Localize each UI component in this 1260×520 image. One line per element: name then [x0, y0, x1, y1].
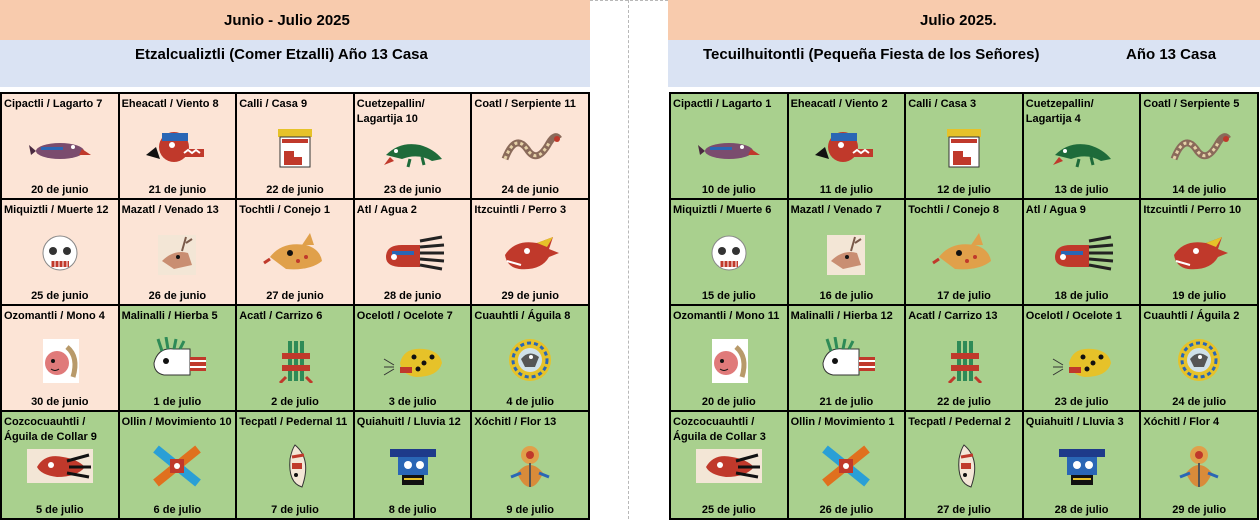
day-sign-label: Cozcocuauhtli / Águila de Collar 9: [4, 416, 97, 443]
day-sign-label: Malinalli / Hierba 12: [790, 310, 893, 322]
day-cell: [354, 93, 472, 199]
lizard-glyph-icon: [696, 125, 762, 171]
calendar-week-row: [1, 411, 589, 519]
gregorian-date: 23 de julio: [1054, 396, 1109, 408]
month-name: Etzalcualiztli (Comer Etzalli) Año 13 Casa: [135, 46, 428, 63]
calendar-grid: [669, 92, 1259, 520]
rain-glyph-icon: [1049, 443, 1115, 489]
gregorian-date: 2 de julio: [271, 396, 319, 408]
movement-glyph-icon: [813, 443, 879, 489]
day-sign-label: Mazatl / Venado 7: [790, 204, 882, 216]
day-sign-label: Acatl / Carrizo 13: [908, 310, 998, 322]
gregorian-date: 21 de julio: [819, 396, 874, 408]
day-sign-label: Malinalli / Hierba 5: [121, 310, 218, 322]
day-sign-label: Cuauhtli / Águila 2: [1143, 310, 1240, 322]
gregorian-date: 11 de julio: [819, 184, 873, 196]
flower-glyph-icon: [1166, 443, 1232, 489]
day-cell: [1140, 305, 1258, 411]
day-sign-label: Coatl / Serpiente 5: [1143, 98, 1240, 110]
day-cell: [670, 93, 788, 199]
gregorian-date: 17 de julio: [937, 290, 991, 302]
year-name: Año 13 Casa: [1126, 46, 1217, 63]
day-cell: [1140, 93, 1258, 199]
gregorian-date: 24 de junio: [501, 184, 559, 196]
day-cell: [1023, 93, 1141, 199]
gregorian-date: 3 de julio: [388, 396, 437, 408]
day-cell: [236, 199, 354, 305]
flower-glyph-icon: [497, 443, 563, 489]
day-cell: [471, 93, 589, 199]
monkey-glyph-icon: [27, 337, 93, 383]
gregorian-date: 29 de junio: [501, 290, 559, 302]
monkey-glyph-icon: [696, 337, 762, 383]
gregorian-date: 7 de julio: [271, 504, 319, 516]
day-cell: [905, 199, 1023, 305]
day-sign-label: Calli / Casa 3: [908, 98, 977, 110]
serpent-glyph-icon: [1166, 125, 1232, 171]
day-cell: [788, 411, 906, 519]
day-sign-label: Eheacatl / Viento 2: [790, 98, 888, 110]
calendar-grid: [0, 92, 590, 520]
page-divider: [628, 0, 629, 519]
day-sign-label: Tecpatl / Pedernal 11: [239, 416, 348, 428]
day-cell: [1140, 411, 1258, 519]
lizard-glyph-icon: [27, 125, 93, 171]
day-sign-label: Eheacatl / Viento 8: [121, 98, 219, 110]
gregorian-date: 20 de julio: [701, 396, 756, 408]
day-cell: [119, 411, 237, 519]
day-sign-label: Itzcuintli / Perro 3: [474, 204, 567, 216]
day-cell: [119, 305, 237, 411]
panel-subheader: [668, 40, 1260, 87]
reed-glyph-icon: [262, 337, 328, 383]
gregorian-date: 9 de julio: [506, 504, 555, 516]
day-cell: [788, 305, 906, 411]
calendar-week-row: [1, 199, 589, 305]
jaguar-glyph-icon: [380, 337, 446, 383]
day-cell: [905, 305, 1023, 411]
day-cell: [670, 411, 788, 519]
day-sign-label: Quiahuitl / Lluvia 3: [1025, 416, 1124, 428]
calendar-panel-right: [668, 0, 1260, 516]
water-glyph-icon: [380, 231, 446, 277]
day-cell: [471, 199, 589, 305]
gregorian-date: 10 de julio: [701, 184, 756, 196]
day-sign-label: Ollin / Movimiento 10: [121, 416, 232, 428]
gregorian-date: 22 de junio: [266, 184, 324, 196]
reed-glyph-icon: [931, 337, 997, 383]
gregorian-date: 6 de julio: [153, 504, 202, 516]
serpent-glyph-icon: [497, 125, 563, 171]
movement-glyph-icon: [144, 443, 210, 489]
gregorian-date: 20 de junio: [31, 184, 89, 196]
day-cell: [354, 199, 472, 305]
gregorian-date: 27 de julio: [937, 504, 991, 516]
day-cell: [1023, 411, 1141, 519]
day-sign-label: Cipactli / Lagarto 1: [673, 98, 772, 110]
day-cell: [236, 411, 354, 519]
day-cell: [905, 93, 1023, 199]
house-glyph-icon: [262, 125, 328, 171]
calendar-week-row: [1, 305, 589, 411]
day-sign-label: Tecpatl / Pedernal 2: [908, 416, 1011, 428]
day-sign-label: Miquiztli / Muerte 12: [4, 204, 109, 216]
grass-glyph-icon: [144, 337, 210, 383]
gregorian-date: 25 de junio: [31, 290, 89, 302]
eagle-glyph-icon: [1166, 337, 1232, 383]
wind-glyph-icon: [144, 125, 210, 171]
calendar-week-row: [670, 305, 1258, 411]
day-cell: [1, 411, 119, 519]
gregorian-date: 26 de junio: [148, 290, 207, 302]
gregorian-date: 28 de junio: [383, 290, 442, 302]
day-sign-label: Quiahuitl / Lluvia 12: [356, 416, 461, 428]
day-sign-label: Coatl / Serpiente 11: [474, 98, 576, 110]
rabbit-glyph-icon: [931, 231, 997, 277]
day-sign-label: Cuetzepallin/ Lagartija 10: [356, 98, 425, 125]
calendar-week-row: [670, 199, 1258, 305]
day-sign-label: Ozomantli / Mono 11: [673, 310, 780, 322]
panel-header: [0, 0, 590, 40]
gregorian-date: 13 de julio: [1054, 184, 1109, 196]
gregorian-date: 27 de junio: [266, 290, 324, 302]
gregorian-date: 24 de julio: [1172, 396, 1227, 408]
vulture-glyph-icon: [27, 443, 93, 489]
day-sign-label: Acatl / Carrizo 6: [239, 310, 323, 322]
gregorian-date: 28 de julio: [1054, 504, 1109, 516]
gregorian-date: 14 de julio: [1172, 184, 1227, 196]
day-sign-label: Atl / Agua 9: [1025, 204, 1086, 216]
day-sign-label: Cozcocuauhtli / Águila de Collar 3: [673, 416, 766, 443]
skull-glyph-icon: [696, 231, 762, 277]
house-glyph-icon: [931, 125, 997, 171]
calendar-week-row: [670, 93, 1258, 199]
day-sign-label: Miquiztli / Muerte 6: [673, 204, 772, 216]
day-cell: [119, 93, 237, 199]
gregorian-date: 15 de julio: [701, 290, 756, 302]
panel-header-text: Julio 2025.: [920, 11, 997, 29]
day-sign-label: Xóchitl / Flor 4: [1143, 416, 1220, 428]
gregorian-date: 26 de julio: [819, 504, 874, 516]
deer-glyph-icon: [813, 231, 879, 277]
gregorian-date: 19 de julio: [1172, 290, 1227, 302]
day-sign-label: Ocelotl / Ocelote 7: [356, 310, 453, 322]
day-cell: [788, 93, 906, 199]
day-cell: [471, 411, 589, 519]
day-cell: [354, 411, 472, 519]
day-sign-label: Xóchitl / Flor 13: [474, 416, 557, 428]
gregorian-date: 21 de junio: [148, 184, 207, 196]
day-cell: [788, 199, 906, 305]
day-cell: [670, 199, 788, 305]
day-sign-label: Ocelotl / Ocelote 1: [1025, 310, 1122, 322]
flint-glyph-icon: [262, 443, 328, 489]
day-cell: [1, 199, 119, 305]
rabbit-glyph-icon: [262, 231, 328, 277]
gregorian-date: 25 de julio: [701, 504, 756, 516]
grass-glyph-icon: [813, 337, 879, 383]
water-glyph-icon: [1049, 231, 1115, 277]
calendar-week-row: [670, 411, 1258, 519]
day-sign-label: Ozomantli / Mono 4: [4, 310, 105, 322]
deer-glyph-icon: [144, 231, 210, 277]
day-sign-label: Tochtli / Conejo 8: [908, 204, 1000, 216]
day-sign-label: Cuauhtli / Águila 8: [474, 310, 571, 322]
skull-glyph-icon: [27, 231, 93, 277]
day-cell: [236, 93, 354, 199]
day-sign-label: Itzcuintli / Perro 10: [1143, 204, 1242, 216]
gregorian-date: 23 de junio: [383, 184, 442, 196]
day-cell: [1, 93, 119, 199]
day-cell: [236, 305, 354, 411]
gregorian-date: 4 de julio: [506, 396, 555, 408]
day-sign-label: Cipactli / Lagarto 7: [4, 98, 103, 110]
gregorian-date: 12 de julio: [937, 184, 991, 196]
calendar-week-row: [1, 93, 589, 199]
panel-header: [668, 0, 1260, 40]
panel-subheader: [0, 40, 590, 87]
dog-glyph-icon: [1166, 231, 1232, 277]
day-cell: [471, 305, 589, 411]
day-sign-label: Calli / Casa 9: [239, 98, 308, 110]
month-name: Tecuilhuitontli (Pequeña Fiesta de los Señores): [703, 46, 1040, 63]
day-cell: [354, 305, 472, 411]
wind-glyph-icon: [813, 125, 879, 171]
day-sign-label: Ollin / Movimiento 1: [790, 416, 895, 428]
day-sign-label: Cuetzepallin/ Lagartija 4: [1025, 98, 1094, 125]
gregorian-date: 8 de julio: [388, 504, 437, 516]
day-cell: [905, 411, 1023, 519]
page-divider-top: [590, 0, 668, 1]
gregorian-date: 1 de julio: [153, 396, 202, 408]
gregorian-date: 30 de junio: [31, 396, 89, 408]
gregorian-date: 16 de julio: [819, 290, 874, 302]
small-lizard-glyph-icon: [1049, 125, 1115, 171]
panel-header-text: Junio - Julio 2025: [224, 11, 350, 29]
flint-glyph-icon: [931, 443, 997, 489]
day-sign-label: Atl / Agua 2: [356, 204, 417, 216]
gregorian-date: 22 de julio: [937, 396, 991, 408]
day-cell: [1, 305, 119, 411]
day-cell: [119, 199, 237, 305]
vulture-glyph-icon: [696, 443, 762, 489]
gregorian-date: 18 de julio: [1054, 290, 1109, 302]
day-cell: [670, 305, 788, 411]
rain-glyph-icon: [380, 443, 446, 489]
day-cell: [1023, 305, 1141, 411]
day-sign-label: Tochtli / Conejo 1: [239, 204, 331, 216]
day-cell: [1140, 199, 1258, 305]
gregorian-date: 29 de julio: [1172, 504, 1227, 516]
eagle-glyph-icon: [497, 337, 563, 383]
day-cell: [1023, 199, 1141, 305]
gregorian-date: 5 de julio: [35, 504, 84, 516]
day-sign-label: Mazatl / Venado 13: [121, 204, 219, 216]
small-lizard-glyph-icon: [380, 125, 446, 171]
calendar-panel-left: [0, 0, 590, 516]
jaguar-glyph-icon: [1049, 337, 1115, 383]
dog-glyph-icon: [497, 231, 563, 277]
